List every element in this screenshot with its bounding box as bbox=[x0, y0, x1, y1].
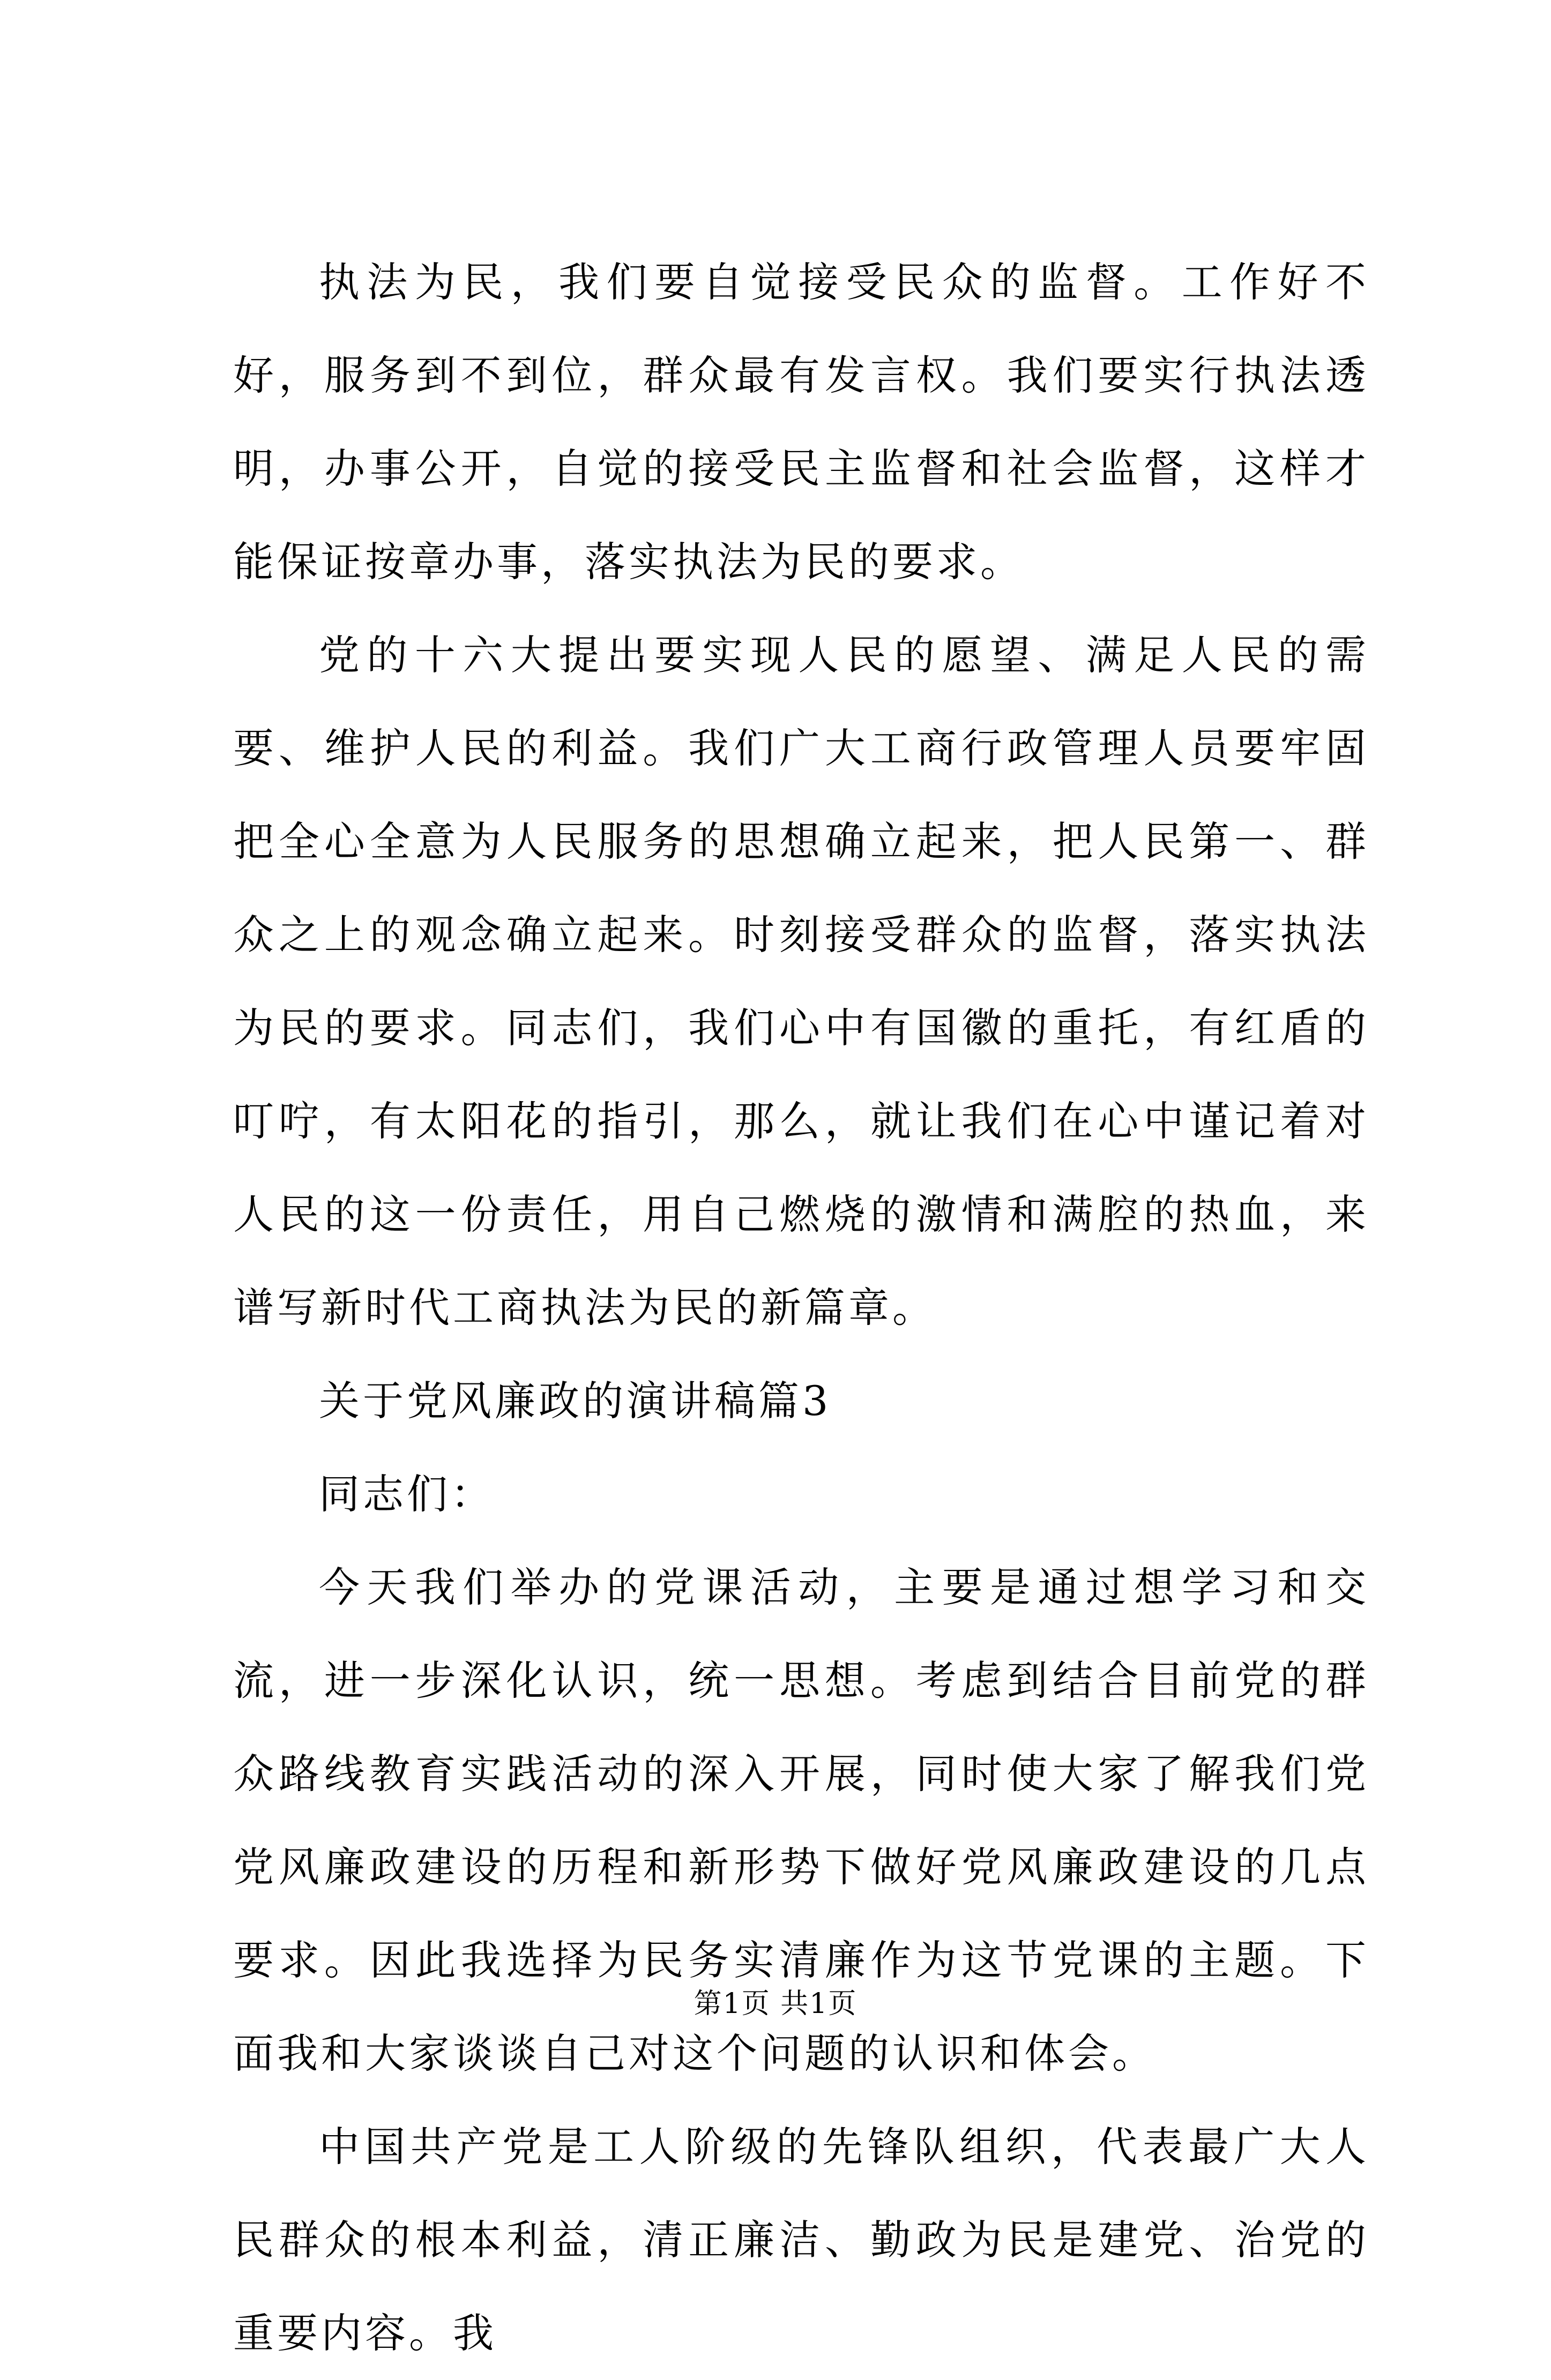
paragraph-1: 执法为民，我们要自觉接受民众的监督。工作好不好，服务到不到位，群众最有发言权。我们要实行执法透明，办事公开，自觉的接受民主监督和社会监督，这样才能保证按章办事，落实执法为民的要求。 bbox=[233, 258, 1369, 586]
salutation: 同志们： bbox=[319, 1470, 495, 1518]
page-footer: 第1页 共1页 bbox=[694, 1988, 857, 2020]
paragraph-2: 党的十六大提出要实现人民的愿望、满足人民的需要、维护人民的利益。我们广大工商行政管理人员要牢固把全心全意为人民服务的思想确立起来，把人民第一、群众之上的观念确立起来。时刻接受群众的监督，落实执法为民的要求。同志们，我们心中有国徽的重托，有红盾的叮咛，有太阳花的指引，那么，就让我们在心中谨记着对人民的这一份责任，用自己燃烧的激情和满腔的热血，来谱写新时代工商执法为民的新篇章。 bbox=[233, 631, 1369, 1331]
document-body bbox=[233, 236, 1369, 2380]
paragraph-4: 中国共产党是工人阶级的先锋队组织，代表最广大人民群众的根本利益，清正廉洁、勤政为民是建党、治党的重要内容。我 bbox=[233, 2123, 1369, 2357]
section-heading: 关于党风廉政的演讲稿篇3 bbox=[319, 1377, 832, 1425]
paragraph-3: 今天我们举办的党课活动，主要是通过想学习和交流，进一步深化认识，统一思想。考虑到结合目前党的群众路线教育实践活动的深入开展，同时使大家了解我们党党风廉政建设的历程和新形势下做好党风廉政建设的几点要求。因此我选择为民务实清廉作为这节党课的主题。下面我和大家谈谈自己对这个问题的认识和体会。 bbox=[233, 1563, 1369, 2077]
